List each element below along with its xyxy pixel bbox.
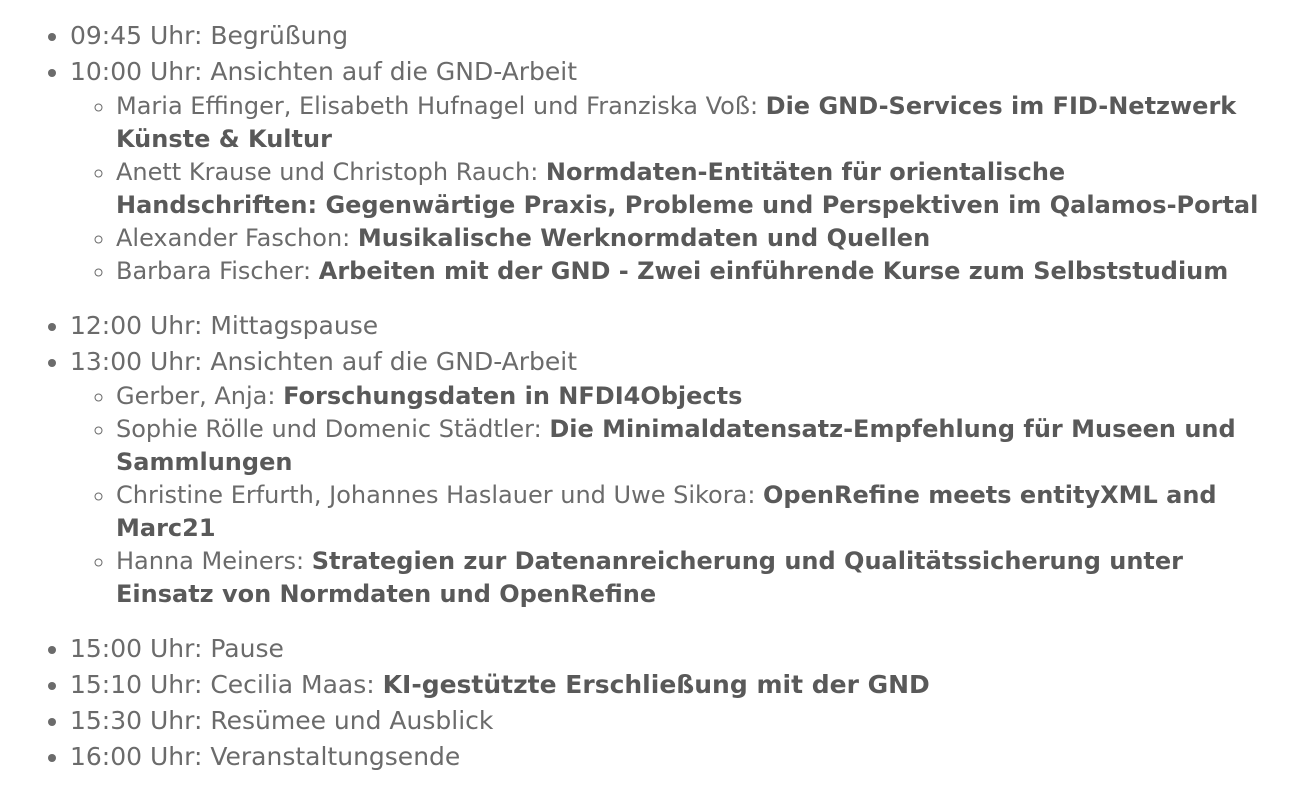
schedule-subitem-title: Die Minimaldatensatz-Empfehlung für Museen und Sammlungen: [116, 415, 1236, 476]
schedule-item: [70, 667, 1272, 703]
schedule-group: [24, 308, 1272, 611]
schedule-group: [24, 631, 1272, 775]
schedule-group-list: [24, 308, 1272, 611]
schedule-item: [70, 344, 1272, 611]
schedule-subitem: [116, 90, 1272, 156]
schedule-subitem: [116, 255, 1272, 288]
schedule-item: [70, 18, 1272, 54]
schedule-item: [70, 54, 1272, 288]
schedule-group-list: [24, 631, 1272, 775]
schedule-subitem-title: Strategien zur Datenanreicherung und Qualitätssicherung unter Einsatz von Normdaten und OpenRefine: [116, 547, 1184, 608]
schedule-subitem-speaker: Gerber, Anja:: [116, 382, 284, 410]
schedule-subitem-title: Die GND-Services im FID-Netzwerk Künste & Kultur: [116, 92, 1237, 153]
schedule-subitem: [116, 380, 1272, 413]
schedule-subitem-title: Forschungsdaten in NFDI4Objects: [283, 382, 743, 410]
schedule-subitem-title: OpenRefine meets entityXML and Marc21: [116, 481, 1217, 542]
schedule-list-root: [24, 18, 1272, 775]
schedule-item-text: 10:00 Uhr: Ansichten auf die GND-Arbeit: [70, 57, 578, 86]
schedule-sublist: [70, 90, 1272, 288]
schedule-item-text: 15:10 Uhr: Cecilia Maas:: [70, 670, 383, 699]
schedule-item: [70, 308, 1272, 344]
schedule-subitem: [116, 222, 1272, 255]
schedule-subitem-title: Arbeiten mit der GND - Zwei einführende Kurse zum Selbststudium: [318, 257, 1229, 285]
schedule-subitem-speaker: Alexander Faschon:: [116, 224, 358, 252]
schedule-item: [70, 703, 1272, 739]
schedule-item-text: 12:00 Uhr: Mittagspause: [70, 311, 379, 340]
schedule-subitem-speaker: Christine Erfurth, Johannes Haslauer und Uwe Sikora:: [116, 481, 764, 509]
schedule-subitem: [116, 479, 1272, 545]
schedule-subitem: [116, 413, 1272, 479]
schedule-sublist: [70, 380, 1272, 611]
schedule-subitem: [116, 545, 1272, 611]
schedule-item: [70, 739, 1272, 775]
schedule-item-text: 15:30 Uhr: Resümee und Ausblick: [70, 706, 494, 735]
schedule-item-text: 15:00 Uhr: Pause: [70, 634, 284, 663]
schedule-item-title: KI-gestützte Erschließung mit der GND: [382, 670, 930, 699]
schedule-subitem: [116, 156, 1272, 222]
schedule-subitem-speaker: Hanna Meiners:: [116, 547, 312, 575]
schedule-group-list: [24, 18, 1272, 288]
schedule-item-text: 16:00 Uhr: Veranstaltungsende: [70, 742, 461, 771]
schedule-subitem-speaker: Sophie Rölle und Domenic Städtler:: [116, 415, 550, 443]
schedule-subitem-title: Musikalische Werknormdaten und Quellen: [357, 224, 931, 252]
schedule-subitem-speaker: Barbara Fischer:: [116, 257, 319, 285]
schedule-subitem-speaker: Maria Effinger, Elisabeth Hufnagel und Franziska Voß:: [116, 92, 766, 120]
schedule-item-text: 13:00 Uhr: Ansichten auf die GND-Arbeit: [70, 347, 578, 376]
schedule-subitem-speaker: Anett Krause und Christoph Rauch:: [116, 158, 546, 186]
schedule-item-text: 09:45 Uhr: Begrüßung: [70, 21, 349, 50]
schedule-item: [70, 631, 1272, 667]
schedule-subitem-title: Normdaten-Entitäten für orientalische Handschriften: Gegenwärtige Praxis, Probleme und Perspektiven im Qalamos-Portal: [116, 158, 1259, 219]
schedule-group: [24, 18, 1272, 288]
